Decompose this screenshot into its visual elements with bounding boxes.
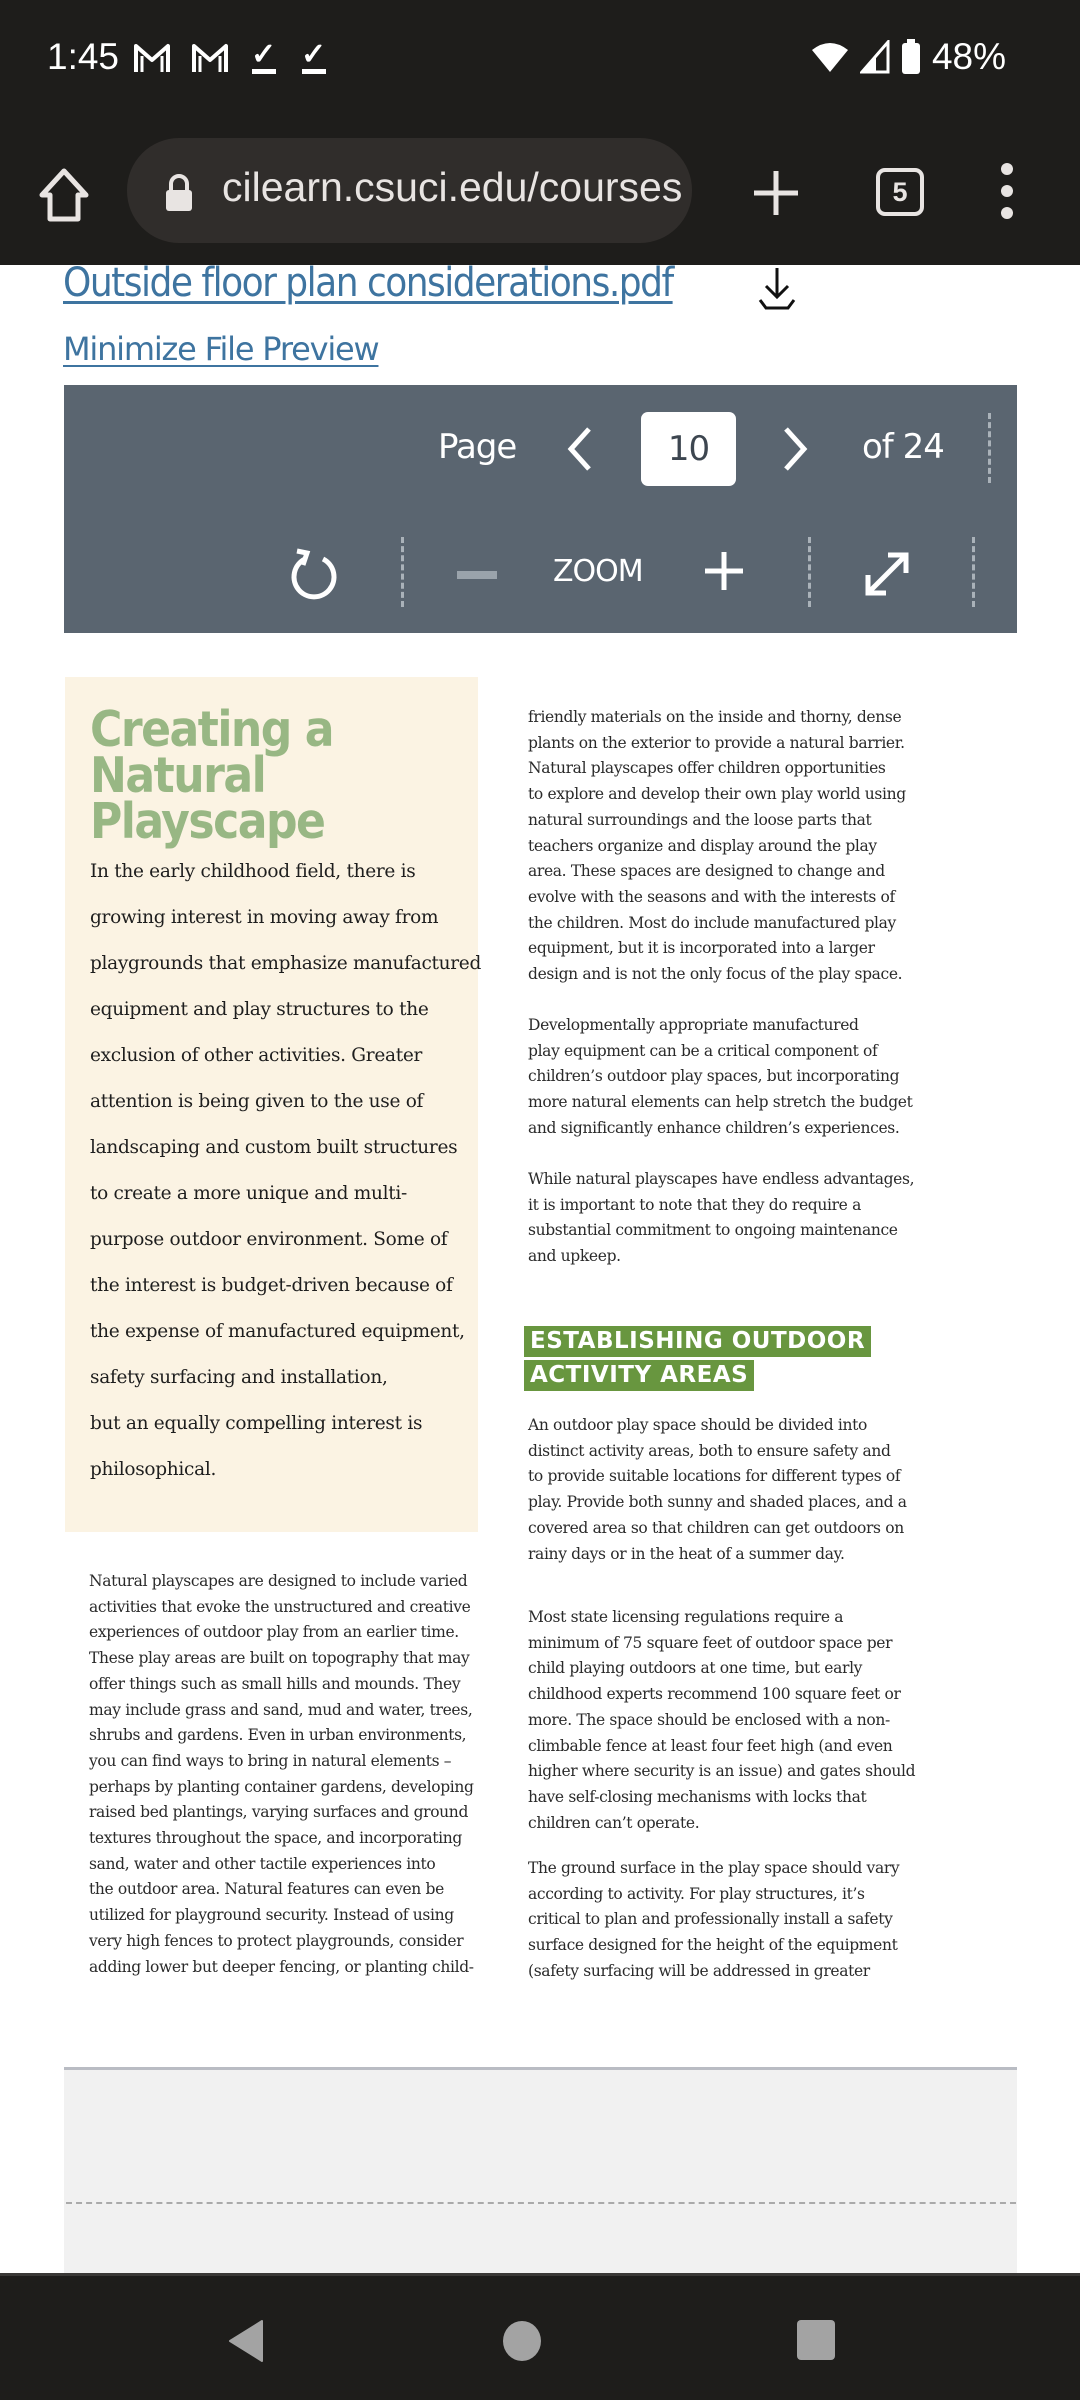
text-line: evolve with the seasons and with the interests of <box>528 887 895 906</box>
text-line: more natural elements can help stretch the budget <box>528 1093 913 1112</box>
text-line: equipment and play structures to the <box>90 999 429 1020</box>
text-line: friendly materials on the inside and thorny, dense <box>528 708 902 726</box>
text-line: utilized for playground security. Instead of using <box>89 1906 454 1925</box>
text-line: safety surfacing and installation, <box>90 1367 388 1388</box>
text-line: activities that evoke the unstructured and creative <box>89 1597 471 1616</box>
intro-sidebar <box>65 677 481 1532</box>
gmail-icon <box>191 42 229 74</box>
body-paragraph <box>528 1605 928 1836</box>
text-line: play. Provide both sunny and shaded places, and a <box>528 1493 907 1512</box>
text-line: experiences of outdoor play from an earlier time. <box>89 1623 459 1642</box>
text-line: childhood experts recommend 100 square feet or <box>528 1685 901 1704</box>
task-done-icon <box>249 40 279 76</box>
text-line: growing interest in moving away from <box>90 907 439 928</box>
notification-icons <box>133 40 329 76</box>
page-number-input[interactable] <box>641 412 736 486</box>
cell-signal-icon <box>860 40 890 74</box>
text-line: child playing outdoors at one time, but early <box>528 1659 863 1678</box>
page-label: Page <box>438 427 517 467</box>
text-line: plants on the exterior to provide a natural barrier. <box>528 733 905 752</box>
text-line: to provide suitable locations for different types of <box>528 1467 901 1486</box>
document-title <box>90 701 490 850</box>
text-line: and upkeep. <box>528 1247 621 1266</box>
lock-icon <box>163 174 195 212</box>
status-bar <box>0 0 1080 125</box>
text-line: The ground surface in the play space should vary <box>528 1859 900 1877</box>
text-line: but an equally compelling interest is <box>90 1413 423 1434</box>
text-line: it is important to note that they do require a <box>528 1195 861 1214</box>
text-line: have self-closing mechanisms with locks that <box>528 1787 867 1806</box>
text-line: children’s outdoor play spaces, but incorporating <box>528 1067 900 1086</box>
toolbar-divider <box>401 537 404 607</box>
text-line: critical to plan and professionally install a safety <box>528 1910 893 1929</box>
zoom-out-icon[interactable] <box>457 571 497 579</box>
pdf-page <box>64 633 1017 2067</box>
toolbar-divider <box>972 537 975 607</box>
text-line: covered area so that children can get outdoors on <box>528 1518 904 1537</box>
body-paragraph <box>528 705 928 988</box>
text-line: play equipment can be a critical component of <box>528 1041 878 1060</box>
browser-toolbar <box>0 125 1080 265</box>
text-line: you can find ways to bring in natural elements – <box>89 1751 452 1770</box>
section-heading <box>524 1326 871 1394</box>
text-line: Natural playscapes offer children opportunities <box>528 759 886 778</box>
text-line: substantial commitment to ongoing maintenance <box>528 1221 898 1240</box>
text-line: purpose outdoor environment. Some of <box>90 1229 448 1250</box>
body-paragraph <box>89 1569 479 1980</box>
heading-line: ESTABLISHING OUTDOOR <box>524 1326 871 1357</box>
previous-page-icon[interactable] <box>561 423 597 475</box>
text-line: An outdoor play space should be divided into <box>528 1416 867 1434</box>
gmail-icon <box>133 42 171 74</box>
body-paragraph <box>528 1413 928 1567</box>
text-line: sand, water and other tactile experiences into <box>89 1854 436 1873</box>
body-paragraph <box>528 1013 928 1142</box>
text-line: more. The space should be enclosed with a non- <box>528 1710 890 1729</box>
text-line: surface designed for the height of the equipment <box>528 1936 898 1955</box>
page-separator <box>66 2202 1016 2204</box>
text-line: to explore and develop their own play world using <box>528 785 906 804</box>
text-line: offer things such as small hills and mounds. They <box>89 1674 461 1693</box>
text-line: very high fences to protect playgrounds, consider <box>89 1931 464 1950</box>
more-menu-icon[interactable] <box>990 163 1024 227</box>
text-line: climbable fence at least four feet high (and even <box>528 1736 893 1755</box>
title-line: Creating a <box>90 701 333 758</box>
body-paragraph <box>528 1167 928 1270</box>
text-line: may include grass and sand, mud and water, trees, <box>89 1700 473 1719</box>
text-line: rainy days or in the heat of a summer day. <box>528 1544 845 1563</box>
address-bar[interactable] <box>127 138 692 243</box>
body-paragraph <box>528 1856 928 1985</box>
rotate-icon[interactable] <box>289 547 339 601</box>
text-line: raised bed plantings, varying surfaces and ground <box>89 1803 469 1822</box>
text-line: the children. Most do include manufactured play <box>528 913 896 932</box>
heading-line: ACTIVITY AREAS <box>524 1360 754 1391</box>
toolbar-divider <box>808 537 811 607</box>
text-line: attention is being given to the use of <box>90 1091 424 1112</box>
toolbar-divider <box>988 413 991 483</box>
task-done-icon <box>299 40 329 76</box>
text-line: perhaps by planting container gardens, developing <box>89 1777 474 1796</box>
zoom-label: ZOOM <box>553 554 643 589</box>
status-time: 1:45 <box>47 36 120 77</box>
text-line: natural surroundings and the loose parts that <box>528 810 872 829</box>
back-icon[interactable] <box>226 2319 264 2363</box>
text-line: to create a more unique and multi- <box>90 1183 407 1204</box>
text-line: distinct activity areas, both to ensure safety and <box>528 1441 891 1460</box>
battery-icon <box>900 39 922 75</box>
pdf-viewer-toolbar <box>64 385 1017 633</box>
next-page-icon[interactable] <box>778 423 814 475</box>
text-line: the interest is budget-driven because of <box>90 1275 453 1296</box>
text-line: textures throughout the space, and incorporating <box>89 1829 462 1848</box>
text-line: exclusion of other activities. Greater <box>90 1045 423 1066</box>
text-line: (safety surfacing will be addressed in greater <box>528 1961 870 1980</box>
title-line: Natural Playscape <box>90 747 325 850</box>
text-line: area. These spaces are designed to change and <box>528 862 885 881</box>
text-line: children can’t operate. <box>528 1813 700 1832</box>
text-line: playgrounds that emphasize manufactured <box>90 953 481 974</box>
text-line: the expense of manufactured equipment, <box>90 1321 465 1342</box>
new-tab-icon[interactable] <box>748 165 804 221</box>
home-nav-icon[interactable] <box>503 2321 541 2361</box>
total-pages-label: of 24 <box>862 427 944 467</box>
text-line: Natural playscapes are designed to include varied <box>89 1572 468 1590</box>
text-line: and significantly enhance children’s experiences. <box>528 1118 900 1137</box>
text-line: Developmentally appropriate manufactured <box>528 1016 859 1034</box>
next-page-placeholder <box>64 2067 1017 2273</box>
text-line: design and is not the only focus of the play space. <box>528 965 903 984</box>
text-line: minimum of 75 square feet of outdoor space per <box>528 1633 893 1652</box>
recents-icon[interactable] <box>797 2320 835 2360</box>
download-icon[interactable] <box>756 266 798 312</box>
battery-percent: 48% <box>931 36 1006 77</box>
text-line: adding lower but deeper fencing, or planting child- <box>89 1957 474 1976</box>
system-icons <box>810 36 1006 78</box>
text-line: philosophical. <box>90 1459 217 1480</box>
text-line: In the early childhood field, there is <box>90 861 416 882</box>
file-download-link[interactable]: Outside floor plan considerations.pdf <box>63 260 673 306</box>
text-line: teachers organize and display around the play <box>528 836 877 855</box>
text-line: These play areas are built on topography that may <box>89 1649 470 1668</box>
home-icon[interactable] <box>36 165 92 225</box>
text-line: equipment, but it is incorporated into a larger <box>528 939 875 958</box>
text-line: according to activity. For play structures, it’s <box>528 1884 865 1903</box>
intro-paragraph <box>90 849 481 1493</box>
text-line: the outdoor area. Natural features can even be <box>89 1880 444 1899</box>
minimize-file-preview-link[interactable]: Minimize File Preview <box>63 330 379 368</box>
tab-switcher-button[interactable]: 5 <box>876 168 924 216</box>
text-line: landscaping and custom built structures <box>90 1137 458 1158</box>
url-text[interactable]: cilearn.csuci.edu/courses <box>222 164 682 210</box>
text-line: Most state licensing regulations require a <box>528 1608 844 1626</box>
text-line: While natural playscapes have endless advantages, <box>528 1170 915 1188</box>
text-line: higher where security is an issue) and gates should <box>528 1762 916 1781</box>
text-line: shrubs and gardens. Even in urban environments, <box>89 1726 467 1745</box>
system-nav-bar <box>0 2273 1080 2400</box>
fullscreen-icon[interactable] <box>862 549 912 599</box>
zoom-in-icon[interactable] <box>703 550 745 592</box>
wifi-icon <box>810 40 850 74</box>
